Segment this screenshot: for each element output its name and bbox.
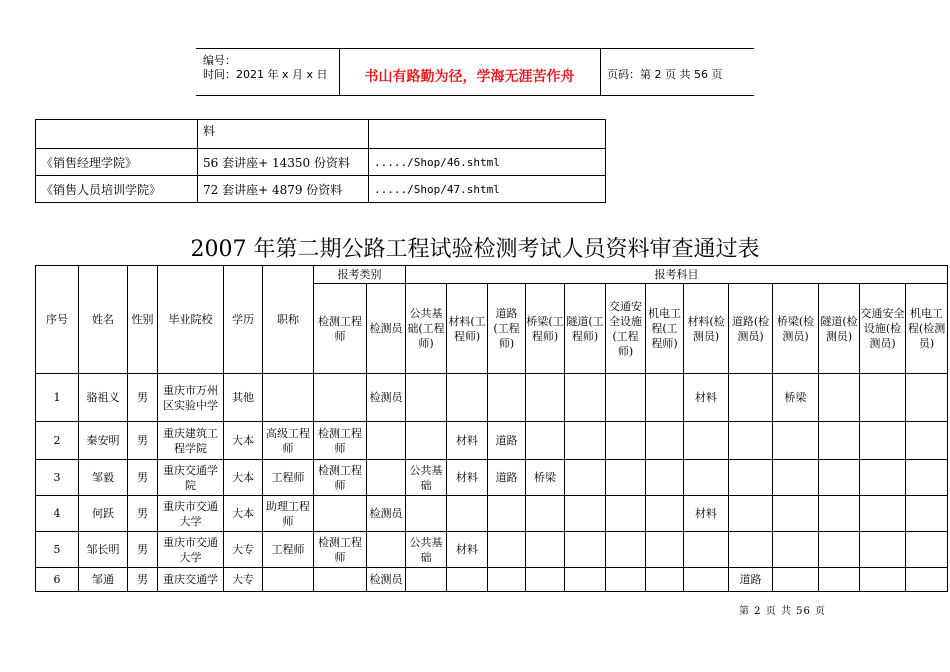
cell-subject (906, 568, 948, 592)
resource-count: 56 套讲座+ 14350 份资料 (198, 149, 369, 176)
cell-subject (860, 532, 906, 568)
col-subject: 道路(检测员) (729, 284, 773, 374)
cell-subject (773, 460, 819, 496)
cell-gender: 男 (128, 532, 158, 568)
cell-subject (406, 422, 447, 460)
cell-subject (906, 460, 948, 496)
cell-gender: 男 (128, 422, 158, 460)
cell-subject (488, 496, 526, 532)
table-row (36, 460, 948, 496)
col-name: 姓名 (79, 266, 128, 374)
cell-edu: 大本 (224, 496, 263, 532)
cell-subject (646, 568, 684, 592)
resource-url: ...../Shop/46.shtml (369, 149, 606, 176)
col-subject: 交通安全设施(工程师) (606, 284, 646, 374)
cell-title (263, 568, 314, 592)
cell-subject (526, 496, 565, 532)
code-label: 编号： (203, 54, 236, 67)
cell-subject (729, 460, 773, 496)
cell-name: 骆祖义 (79, 374, 128, 422)
resource-name (36, 120, 198, 149)
cell-subject (819, 532, 860, 568)
cell-cat-engineer: 检测工程师 (314, 422, 367, 460)
cell-subject (447, 374, 488, 422)
table-row (36, 120, 606, 149)
cell-seq: 2 (36, 422, 79, 460)
cell-seq: 6 (36, 568, 79, 592)
cell-seq: 3 (36, 460, 79, 496)
cell-school: 重庆交通学院 (158, 460, 224, 496)
cell-cat-inspector (367, 422, 406, 460)
document-header (196, 48, 754, 96)
cell-subject (646, 374, 684, 422)
cell-subject (729, 374, 773, 422)
cell-subject (565, 460, 606, 496)
cell-subject (729, 496, 773, 532)
group-header-row (36, 266, 948, 284)
cell-cat-inspector: 检测员 (367, 496, 406, 532)
group-category: 报考类别 (314, 266, 406, 284)
cell-subject (488, 532, 526, 568)
cell-subject (526, 374, 565, 422)
cell-school: 重庆市交通大学 (158, 496, 224, 532)
cell-subject (406, 496, 447, 532)
cell-subject: 材料 (447, 422, 488, 460)
cell-cat-engineer: 检测工程师 (314, 532, 367, 568)
cell-seq: 1 (36, 374, 79, 422)
cell-gender: 男 (128, 496, 158, 532)
cell-subject (565, 496, 606, 532)
cell-title (263, 374, 314, 422)
cell-name: 秦安明 (79, 422, 128, 460)
cell-school: 重庆交通学 (158, 568, 224, 592)
cell-cat-inspector: 检测员 (367, 568, 406, 592)
cell-name: 邹长明 (79, 532, 128, 568)
cell-cat-engineer (314, 496, 367, 532)
cell-subject (526, 532, 565, 568)
cell-subject (646, 422, 684, 460)
cell-subject (773, 568, 819, 592)
table-row (36, 374, 948, 422)
cell-title: 工程师 (263, 460, 314, 496)
cell-subject (773, 422, 819, 460)
table-row (36, 176, 606, 203)
cell-subject (646, 496, 684, 532)
cell-subject (646, 532, 684, 568)
cell-subject (906, 496, 948, 532)
cell-subject: 道路 (488, 422, 526, 460)
cell-subject: 桥梁 (526, 460, 565, 496)
cell-cat-inspector (367, 532, 406, 568)
page-title: 2007 年第二期公路工程试验检测考试人员资料审查通过表 (190, 237, 760, 262)
table-row (36, 568, 948, 592)
cell-cat-inspector (367, 460, 406, 496)
cell-subject (606, 568, 646, 592)
cell-subject (819, 460, 860, 496)
cell-subject (447, 568, 488, 592)
cell-name: 邹毅 (79, 460, 128, 496)
cell-subject (860, 374, 906, 422)
cell-subject (565, 568, 606, 592)
col-subject: 交通安全设施(检测员) (860, 284, 906, 374)
col-cat-inspector: 检测员 (367, 284, 406, 374)
cell-edu: 大专 (224, 568, 263, 592)
col-subject: 道路(工程师) (488, 284, 526, 374)
cell-cat-engineer: 检测工程师 (314, 460, 367, 496)
cell-gender: 男 (128, 460, 158, 496)
cell-subject (606, 532, 646, 568)
page-footer: 第 2 页 共 56 页 (739, 606, 826, 617)
table-row (36, 149, 606, 176)
cell-seq: 4 (36, 496, 79, 532)
col-seq: 序号 (36, 266, 79, 374)
col-subject: 材料(工程师) (447, 284, 488, 374)
cell-subject: 材料 (447, 460, 488, 496)
cell-subject (819, 496, 860, 532)
cell-title: 高级工程师 (263, 422, 314, 460)
motto-text: 书山有路勤为径，学海无涯苦作舟 (364, 69, 575, 85)
resource-table (35, 119, 606, 203)
cell-subject (606, 460, 646, 496)
cell-subject: 材料 (447, 532, 488, 568)
cell-subject (684, 532, 729, 568)
col-subject: 隧道(工程师) (565, 284, 606, 374)
cell-edu: 大本 (224, 422, 263, 460)
cell-subject (606, 374, 646, 422)
cell-subject (819, 374, 860, 422)
resource-url: ...../Shop/47.shtml (369, 176, 606, 203)
time-label: 时间：2021 年 x 月 x 日 (203, 68, 328, 81)
cell-cat-engineer (314, 568, 367, 592)
cell-subject (606, 496, 646, 532)
cell-seq: 5 (36, 532, 79, 568)
cell-subject (565, 532, 606, 568)
col-subject: 桥梁(工程师) (526, 284, 565, 374)
cell-subject: 道路 (729, 568, 773, 592)
cell-subject (565, 374, 606, 422)
cell-name: 邹通 (79, 568, 128, 592)
col-subject: 材料(检测员) (684, 284, 729, 374)
cell-subject (860, 496, 906, 532)
header-page-cell (601, 49, 753, 95)
cell-gender: 男 (128, 374, 158, 422)
cell-subject (488, 568, 526, 592)
table-body (36, 374, 948, 592)
cell-subject (773, 532, 819, 568)
cell-edu: 大本 (224, 460, 263, 496)
resource-count: 料 (198, 120, 369, 149)
col-subject: 机电工程(工程师) (646, 284, 684, 374)
cell-cat-engineer (314, 374, 367, 422)
cell-title: 助理工程师 (263, 496, 314, 532)
cell-subject (565, 422, 606, 460)
cell-subject (860, 568, 906, 592)
cell-school: 重庆市交通大学 (158, 532, 224, 568)
col-edu: 学历 (224, 266, 263, 374)
col-subject: 公共基础(工程师) (406, 284, 447, 374)
cell-edu: 大专 (224, 532, 263, 568)
cell-subject: 材料 (684, 374, 729, 422)
cell-subject: 材料 (684, 496, 729, 532)
cell-subject (526, 568, 565, 592)
cell-subject (526, 422, 565, 460)
cell-cat-inspector: 检测员 (367, 374, 406, 422)
header-meta-cell (196, 49, 340, 95)
col-school: 毕业院校 (158, 266, 224, 374)
cell-subject (906, 422, 948, 460)
resource-url (369, 120, 606, 149)
cell-school: 重庆市万州区实验中学 (158, 374, 224, 422)
cell-subject (406, 374, 447, 422)
cell-subject (773, 496, 819, 532)
cell-subject (488, 374, 526, 422)
cell-subject (646, 460, 684, 496)
cell-subject: 公共基础 (406, 532, 447, 568)
col-gender: 性别 (128, 266, 158, 374)
col-subject: 机电工程(检测员) (906, 284, 948, 374)
cell-subject (729, 422, 773, 460)
cell-subject (860, 460, 906, 496)
resource-name: 《销售人员培训学院》 (36, 176, 198, 203)
cell-name: 何跃 (79, 496, 128, 532)
cell-subject (860, 422, 906, 460)
cell-subject (906, 532, 948, 568)
cell-subject (684, 568, 729, 592)
col-title: 职称 (263, 266, 314, 374)
cell-subject (684, 422, 729, 460)
cell-subject: 桥梁 (773, 374, 819, 422)
group-subjects: 报考科目 (406, 266, 948, 284)
col-subject: 桥梁(检测员) (773, 284, 819, 374)
cell-subject (906, 374, 948, 422)
cell-subject (819, 422, 860, 460)
header-motto-cell (339, 49, 601, 95)
cell-subject: 公共基础 (406, 460, 447, 496)
cell-subject (729, 532, 773, 568)
cell-subject (819, 568, 860, 592)
cell-school: 重庆建筑工程学院 (158, 422, 224, 460)
cell-title: 工程师 (263, 532, 314, 568)
resource-name: 《销售经理学院》 (36, 149, 198, 176)
resource-count: 72 套讲座+ 4879 份资料 (198, 176, 369, 203)
cell-subject (684, 460, 729, 496)
cell-subject (606, 422, 646, 460)
page-label: 页码：第 2 页 共 56 页 (607, 68, 723, 81)
table-row (36, 496, 948, 532)
review-table (35, 265, 948, 592)
cell-gender: 男 (128, 568, 158, 592)
col-cat-engineer: 检测工程师 (314, 284, 367, 374)
cell-subject (447, 496, 488, 532)
cell-subject (406, 568, 447, 592)
col-subject: 隧道(检测员) (819, 284, 860, 374)
table-row (36, 532, 948, 568)
cell-subject: 道路 (488, 460, 526, 496)
table-row (36, 422, 948, 460)
cell-edu: 其他 (224, 374, 263, 422)
